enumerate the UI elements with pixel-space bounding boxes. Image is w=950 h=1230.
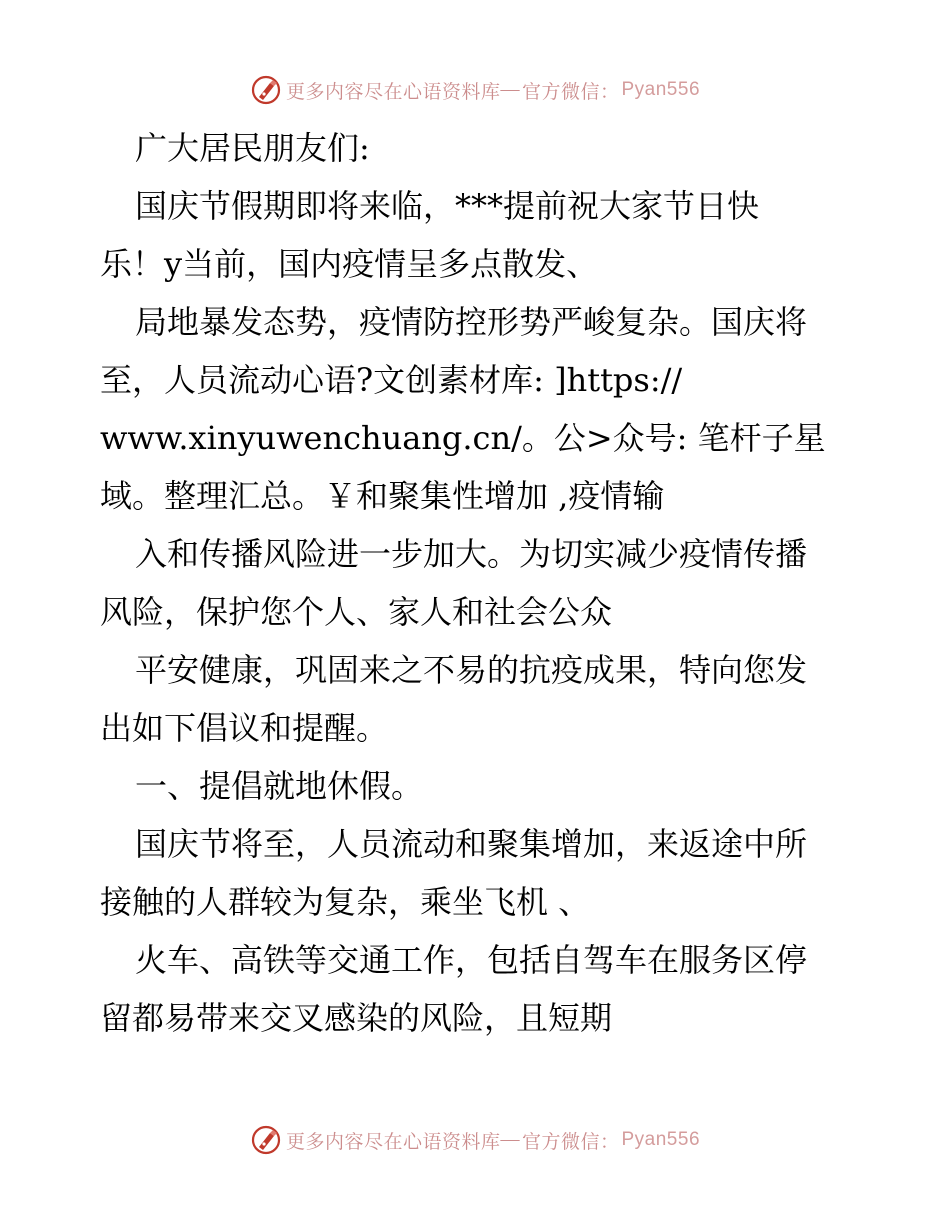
header-wechat-id: Pyan556	[621, 79, 701, 100]
body-line: 广大居民朋友们:	[135, 129, 370, 167]
pen-nib-logo-icon	[250, 1124, 282, 1156]
body-line: www.xinyuwenchuang.cn/。公>众号: 笔杆子星	[100, 419, 826, 457]
footer-dash: —	[500, 1129, 520, 1150]
header-site-text: 更多内容尽在心语资料库	[285, 81, 501, 103]
pen-nib-logo-icon	[250, 74, 282, 106]
body-line: 接触的人群较为复杂，乘坐飞机 、	[100, 883, 591, 921]
body-line: 局地暴发态势，疫情防控形势严峻复杂。国庆将	[135, 303, 808, 341]
body-line: 火车、高铁等交通工作，包括自驾车在服务区停	[135, 941, 808, 979]
body-line: 域。整理汇总。￥和聚集性增加 ,疫情输	[100, 477, 665, 515]
body-line: 平安健康，巩固来之不易的抗疫成果，特向您发	[135, 651, 808, 689]
footer-wechat-id: Pyan556	[621, 1129, 701, 1150]
footer-banner	[0, 1120, 950, 1160]
footer-wechat-label: 官方微信：	[521, 1131, 620, 1153]
section-heading: 一、提倡就地休假。	[135, 767, 424, 805]
body-line: 风险，保护您个人、家人和社会公众	[100, 593, 613, 631]
body-line: 国庆节假期即将来临，***提前祝大家节日快	[135, 187, 760, 225]
body-line: 留都易带来交叉感染的风险，且短期	[100, 999, 613, 1037]
header-banner	[0, 70, 950, 110]
body-line: 出如下倡议和提醒。	[100, 709, 389, 747]
body-line: 入和传播风险进一步加大。为切实减少疫情传播	[135, 535, 808, 573]
header-wechat-label: 官方微信：	[521, 81, 620, 103]
body-line: 乐！y当前，国内疫情呈多点散发、	[100, 245, 599, 283]
body-line: 国庆节将至，人员流动和聚集增加，来返途中所	[135, 825, 808, 863]
footer-site-text: 更多内容尽在心语资料库	[285, 1131, 501, 1153]
header-dash: —	[500, 79, 520, 100]
body-line: 至，人员流动心语?文创素材库: ]https://	[100, 361, 683, 399]
